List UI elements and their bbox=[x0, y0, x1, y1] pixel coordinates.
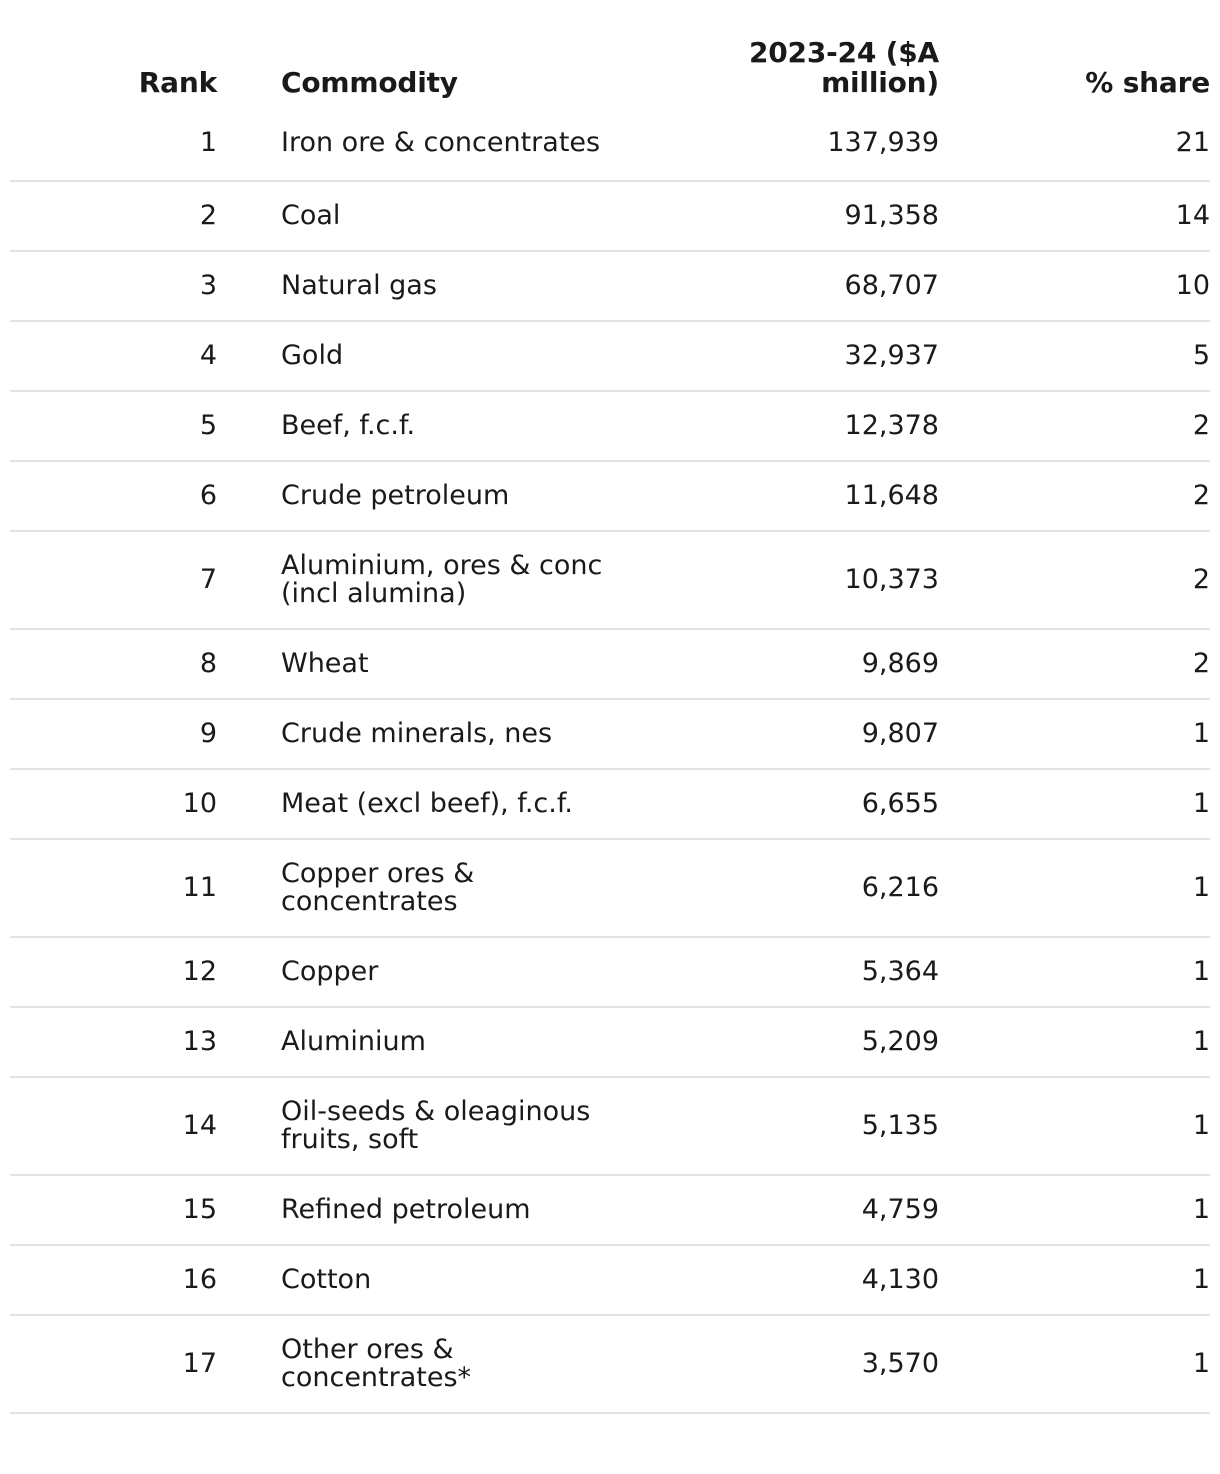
table-row bbox=[10, 937, 1210, 1007]
table-row bbox=[10, 1175, 1210, 1245]
row-commodity: Aluminium, ores & conc (incl alumina) bbox=[281, 531, 641, 629]
row-gap bbox=[217, 461, 281, 531]
header-share: % share bbox=[1085, 66, 1210, 99]
row-gap bbox=[217, 321, 281, 391]
row-gap bbox=[217, 112, 281, 181]
row-share: 1 bbox=[939, 699, 1210, 769]
row-rank: 15 bbox=[10, 1175, 217, 1245]
row-commodity: Wheat bbox=[281, 629, 641, 699]
header-commodity: Commodity bbox=[281, 66, 458, 99]
row-rank: 17 bbox=[10, 1315, 217, 1413]
table-body bbox=[10, 112, 1210, 1413]
row-gap bbox=[217, 531, 281, 629]
row-share: 1 bbox=[939, 1077, 1210, 1175]
row-rank: 16 bbox=[10, 1245, 217, 1315]
row-commodity: Meat (excl beef), f.c.f. bbox=[281, 769, 641, 839]
row-share: 1 bbox=[939, 769, 1210, 839]
row-value: 91,358 bbox=[641, 181, 939, 251]
row-commodity: Iron ore & concentrates bbox=[281, 112, 641, 181]
table-row bbox=[10, 251, 1210, 321]
table-header-row bbox=[10, 38, 1210, 112]
row-value: 137,939 bbox=[641, 112, 939, 181]
row-rank: 7 bbox=[10, 531, 217, 629]
row-gap bbox=[217, 839, 281, 937]
row-gap bbox=[217, 629, 281, 699]
row-value: 32,937 bbox=[641, 321, 939, 391]
table-row bbox=[10, 181, 1210, 251]
row-value: 5,135 bbox=[641, 1077, 939, 1175]
commodity-exports-table bbox=[10, 38, 1210, 1414]
row-share: 2 bbox=[939, 629, 1210, 699]
table-row bbox=[10, 461, 1210, 531]
row-value: 6,216 bbox=[641, 839, 939, 937]
row-gap bbox=[217, 769, 281, 839]
table-row bbox=[10, 629, 1210, 699]
row-rank: 12 bbox=[10, 937, 217, 1007]
row-share: 21 bbox=[939, 112, 1210, 181]
row-commodity: Refined petroleum bbox=[281, 1175, 641, 1245]
row-value: 68,707 bbox=[641, 251, 939, 321]
row-share: 14 bbox=[939, 181, 1210, 251]
row-share: 1 bbox=[939, 1315, 1210, 1413]
row-value: 4,130 bbox=[641, 1245, 939, 1315]
row-commodity: Coal bbox=[281, 181, 641, 251]
row-share: 10 bbox=[939, 251, 1210, 321]
row-gap bbox=[217, 1077, 281, 1175]
row-share: 2 bbox=[939, 531, 1210, 629]
table-row bbox=[10, 391, 1210, 461]
row-rank: 10 bbox=[10, 769, 217, 839]
table-row bbox=[10, 531, 1210, 629]
row-commodity: Natural gas bbox=[281, 251, 641, 321]
row-gap bbox=[217, 1175, 281, 1245]
row-gap bbox=[217, 1315, 281, 1413]
row-value: 4,759 bbox=[641, 1175, 939, 1245]
row-rank: 5 bbox=[10, 391, 217, 461]
row-commodity: Aluminium bbox=[281, 1007, 641, 1077]
header-value: 2023-24 ($A million) bbox=[748, 36, 939, 99]
row-rank: 9 bbox=[10, 699, 217, 769]
row-rank: 14 bbox=[10, 1077, 217, 1175]
row-gap bbox=[217, 251, 281, 321]
table-row bbox=[10, 112, 1210, 181]
row-rank: 3 bbox=[10, 251, 217, 321]
row-value: 6,655 bbox=[641, 769, 939, 839]
row-commodity: Cotton bbox=[281, 1245, 641, 1315]
row-commodity: Beef, f.c.f. bbox=[281, 391, 641, 461]
row-share: 1 bbox=[939, 937, 1210, 1007]
row-rank: 11 bbox=[10, 839, 217, 937]
table-row bbox=[10, 1245, 1210, 1315]
row-rank: 4 bbox=[10, 321, 217, 391]
row-value: 11,648 bbox=[641, 461, 939, 531]
row-gap bbox=[217, 1245, 281, 1315]
row-gap bbox=[217, 181, 281, 251]
row-value: 3,570 bbox=[641, 1315, 939, 1413]
row-share: 2 bbox=[939, 391, 1210, 461]
row-value: 12,378 bbox=[641, 391, 939, 461]
row-gap bbox=[217, 699, 281, 769]
row-commodity: Copper ores & concentrates bbox=[281, 839, 641, 937]
row-commodity: Crude minerals, nes bbox=[281, 699, 641, 769]
row-rank: 13 bbox=[10, 1007, 217, 1077]
row-commodity: Crude petroleum bbox=[281, 461, 641, 531]
row-gap bbox=[217, 391, 281, 461]
row-value: 5,209 bbox=[641, 1007, 939, 1077]
row-value: 9,807 bbox=[641, 699, 939, 769]
table-row bbox=[10, 1077, 1210, 1175]
table-row bbox=[10, 769, 1210, 839]
row-value: 5,364 bbox=[641, 937, 939, 1007]
row-rank: 2 bbox=[10, 181, 217, 251]
row-share: 1 bbox=[939, 1245, 1210, 1315]
row-commodity: Gold bbox=[281, 321, 641, 391]
table-row bbox=[10, 321, 1210, 391]
row-share: 1 bbox=[939, 1175, 1210, 1245]
row-gap bbox=[217, 1007, 281, 1077]
table-row bbox=[10, 839, 1210, 937]
header-gap bbox=[217, 38, 281, 112]
row-share: 5 bbox=[939, 321, 1210, 391]
row-share: 2 bbox=[939, 461, 1210, 531]
row-value: 10,373 bbox=[641, 531, 939, 629]
row-rank: 6 bbox=[10, 461, 217, 531]
row-commodity: Other ores & concentrates* bbox=[281, 1315, 641, 1413]
row-value: 9,869 bbox=[641, 629, 939, 699]
row-share: 1 bbox=[939, 1007, 1210, 1077]
table-row bbox=[10, 699, 1210, 769]
header-rank: Rank bbox=[138, 66, 217, 99]
table-row bbox=[10, 1007, 1210, 1077]
table-row bbox=[10, 1315, 1210, 1413]
row-commodity: Oil-seeds & oleaginous fruits, soft bbox=[281, 1077, 641, 1175]
row-rank: 1 bbox=[10, 112, 217, 181]
row-gap bbox=[217, 937, 281, 1007]
row-share: 1 bbox=[939, 839, 1210, 937]
row-commodity: Copper bbox=[281, 937, 641, 1007]
row-rank: 8 bbox=[10, 629, 217, 699]
